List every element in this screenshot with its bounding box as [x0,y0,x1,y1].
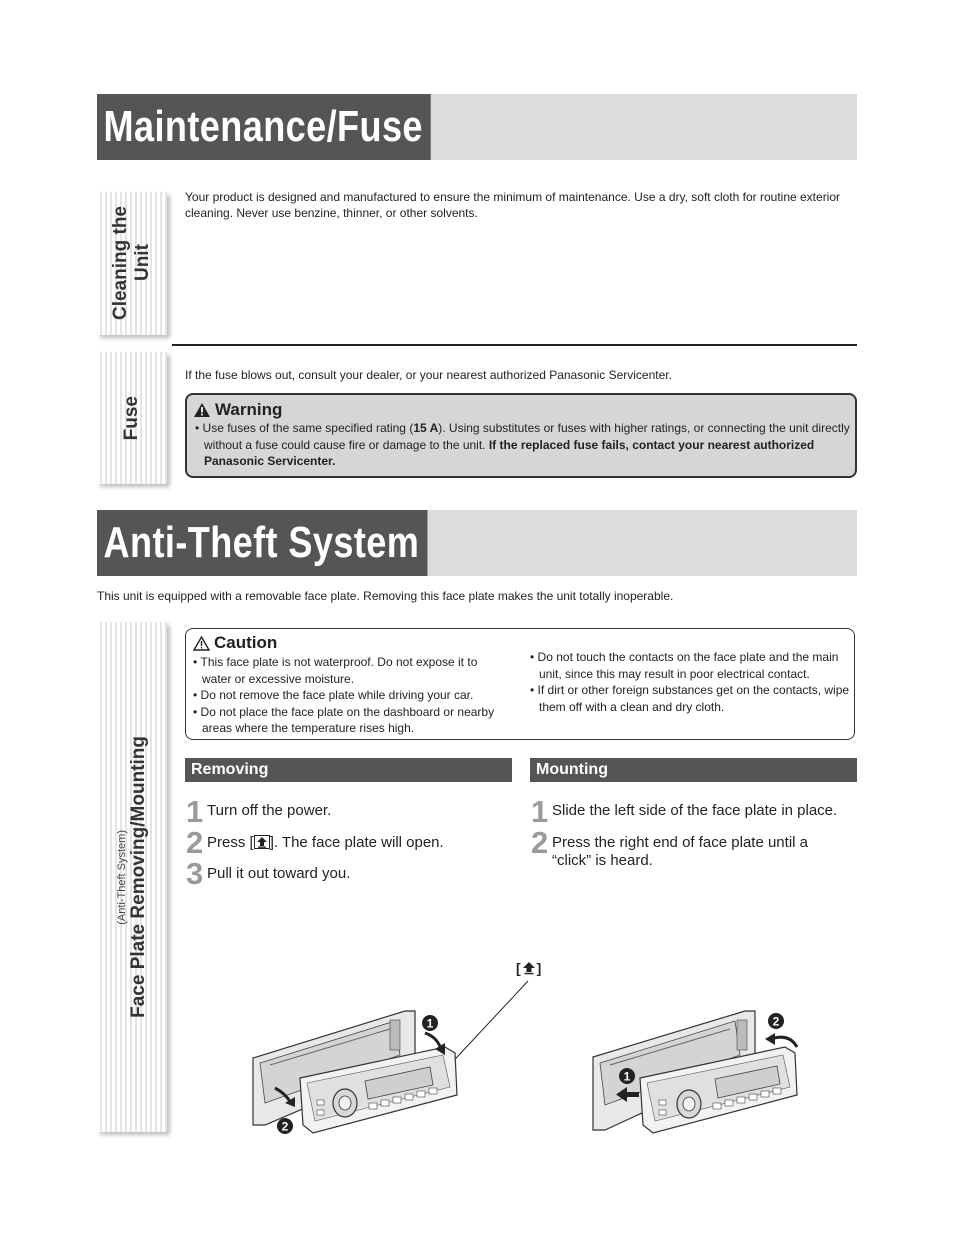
caution-heading [193,633,277,653]
step-marker-2 [277,1118,293,1134]
removing-header: Removing [185,758,512,782]
release-button-icon [521,961,537,975]
caution-item: • Do not touch the contacts on the face plate and the main unit, since this may result in poor electrical contact. [530,650,839,681]
removing-step-3-text: Pull it out toward you. [207,865,351,882]
svg-text:2: 2 [281,1119,289,1134]
cleaning-side-tab [97,192,167,335]
antitheft-header-band [97,510,857,576]
caution-item: • This face plate is not waterproof. Do not expose it to water or excessive moisture. [193,655,478,686]
removing-step-2-text: Press [ ]. The face plate will open. [207,834,444,851]
caution-icon [193,636,210,651]
caution-item: • If dirt or other foreign substances get on the contacts, wipe them off with a clean and dry cloth. [530,683,850,714]
removing-step-1-number: 1 [186,794,204,829]
step-marker-1 [619,1068,635,1084]
fuse-side-tab [97,352,167,484]
release-key-callout: [ ] [516,960,542,976]
maintenance-title: Maintenance/Fuse [97,94,431,160]
faceplate-side-tab [97,622,167,1132]
warning-heading [193,400,282,420]
removing-step-3-number: 3 [186,856,204,891]
faceplate-tab-label: Face Plate Removing/Mounting [128,736,149,1018]
release-button-icon [254,835,270,849]
removing-step-1-text: Turn off the power. [207,802,332,819]
mounting-header: Mounting [530,758,857,782]
svg-text:1: 1 [623,1069,631,1084]
antitheft-title: Anti-Theft System [97,510,427,576]
removing-step-2-number: 2 [186,825,204,860]
svg-text:2: 2 [772,1014,780,1029]
removing-illustration [245,975,545,1145]
antitheft-intro: This unit is equipped with a removable face plate. Removing this face plate makes the unit totally inoperable. [97,589,674,603]
caution-box [185,628,855,740]
mounting-step-2-number: 2 [531,825,549,860]
warning-icon [193,402,211,418]
mounting-step-1-text: Slide the left side of the face plate in place. [552,802,838,819]
faceplate-tab-sublabel: (Anti-Theft System) [116,829,128,925]
warning-title: Warning [215,400,283,419]
caution-item: • Do not remove the face plate while driving your car. [193,688,474,702]
caution-item: • Do not place the face plate on the dashboard or nearby areas where the temperature rises high. [193,704,495,735]
warning-box [185,393,857,478]
warning-bullet: • Use fuses of the same specified rating (15 A). Using substitutes or fuses with higher ratings, or connecting the unit directly without a fuse could cause fire or damage to the unit. If the replaced fuse fails, contact your nearest authorized Panasonic Servicenter. [195,421,850,468]
cleaning-text: Your product is designed and manufactured to ensure the minimum of maintenance. Use a dry, soft cloth for routine exterior cleaning. Never use benzine, thinner, or other solvents. [185,190,841,220]
cleaning-tab-label: Cleaning the Unit [110,206,153,321]
step-marker-1 [422,1015,438,1031]
mounting-step-1-number: 1 [531,794,549,829]
mounting-illustration [585,1005,815,1145]
fuse-tab-label: Fuse [121,395,142,441]
section-divider [172,344,857,346]
fuse-text: If the fuse blows out, consult your dealer, or your nearest authorized Panasonic Servicenter. [185,368,672,382]
svg-text:1: 1 [426,1016,434,1031]
mounting-step-2-text: Press the right end of face plate until a “click” is heard. [552,834,808,869]
maintenance-header-band [97,94,857,160]
caution-left-list [191,654,509,737]
step-marker-2 [768,1013,784,1029]
caution-title: Caution [214,633,278,652]
caution-right-list [528,649,850,715]
